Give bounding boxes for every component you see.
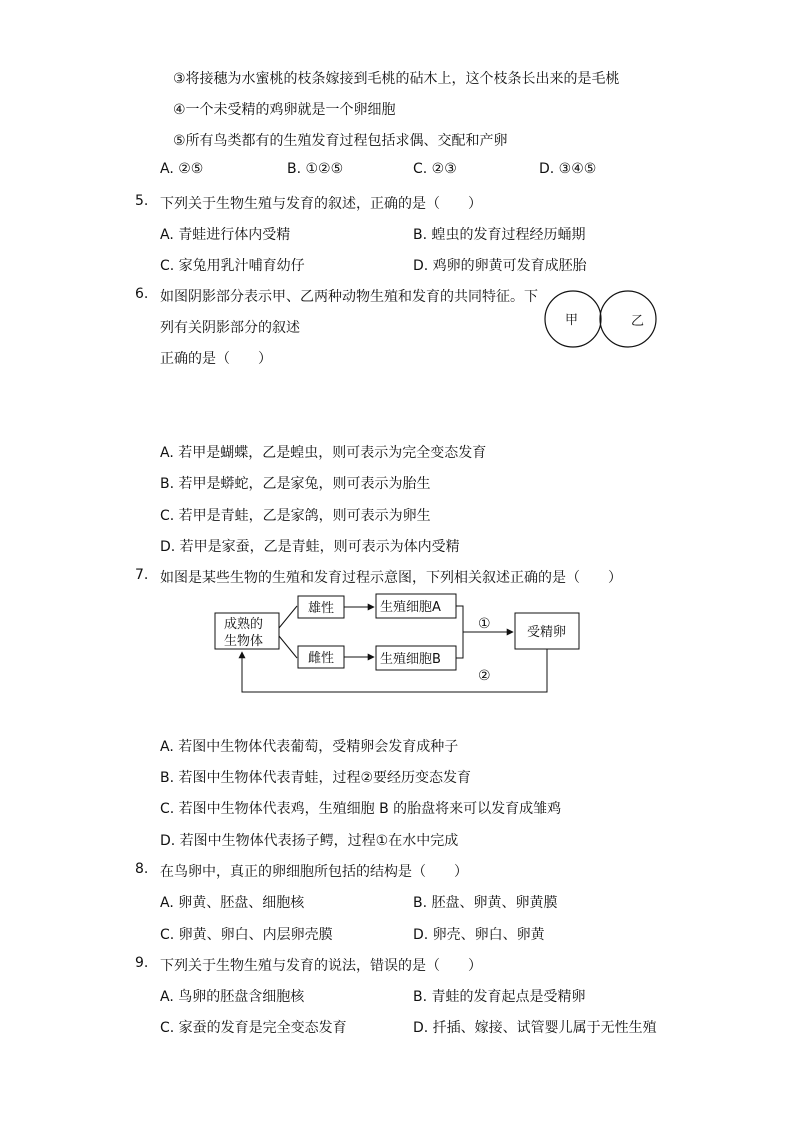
organism-label-line2: 生物体: [224, 634, 264, 649]
q5-option-d: D. 鸡卵的卵黄可发育成胚胎: [413, 258, 587, 274]
q4-statement-4: ④一个未受精的鸡卵就是一个卵细胞: [173, 102, 396, 118]
q7-option-b: B. 若图中生物体代表青蛙，过程②要经历变态发育: [160, 770, 472, 786]
q5-stem: 下列关于生物生殖与发育的叙述，正确的是（ ）: [160, 196, 482, 212]
q7-stem: 如图是某些生物的生殖和发育过程示意图，下列相关叙述正确的是（ ）: [160, 570, 622, 586]
venn-label-left: 甲: [565, 313, 579, 328]
step-1-label: ①: [478, 616, 491, 632]
q8-number: 8.: [135, 861, 149, 877]
cell-a-label: 生殖细胞A: [380, 600, 441, 615]
female-label: 雌性: [308, 651, 335, 666]
q7-option-a: A. 若图中生物体代表葡萄，受精卵会发育成种子: [160, 739, 459, 755]
venn-circle-right: [600, 291, 656, 347]
q4-option-a: A. ②⑤: [160, 161, 204, 177]
q5-option-b: B. 蝗虫的发育过程经历蛹期: [413, 227, 586, 243]
q6-option-a: A. 若甲是蝴蝶，乙是蝗虫，则可表示为完全变态发育: [160, 445, 487, 461]
q7-option-d: D. 若图中生物体代表扬子鳄，过程①在水中完成: [160, 833, 459, 849]
q6-number: 6.: [135, 286, 149, 302]
q9-option-a: A. 鸟卵的胚盘含细胞核: [160, 989, 305, 1005]
venn-diagram: [540, 286, 662, 352]
q5-option-a: A. 青蛙进行体内受精: [160, 227, 291, 243]
q9-option-c: C. 家蚕的发育是完全变态发育: [160, 1020, 347, 1036]
zygote-label: 受精卵: [527, 625, 567, 640]
q6-stem-line2: 列有关阴影部分的叙述: [160, 320, 300, 336]
venn-label-right: 乙: [631, 314, 645, 329]
q9-number: 9.: [135, 955, 149, 971]
male-label: 雄性: [308, 601, 335, 616]
organism-label-line1: 成熟的: [224, 617, 264, 632]
q4-option-d: D. ③④⑤: [539, 161, 597, 177]
cell-b-label: 生殖细胞B: [380, 652, 441, 667]
q4-statement-5: ⑤所有鸟类都有的生殖发育过程包括求偶、交配和产卵: [173, 133, 508, 149]
q6-option-d: D. 若甲是家蚕，乙是青蛙，则可表示为体内受精: [160, 539, 460, 555]
reproduction-flow-diagram: [205, 588, 595, 700]
q8-option-c: C. 卵黄、卵白、内层卵壳膜: [160, 927, 333, 943]
q8-stem: 在鸟卵中，真正的卵细胞所包括的结构是（ ）: [160, 864, 468, 880]
q7-option-c: C. 若图中生物体代表鸡，生殖细胞 B 的胎盘将来可以发育成雏鸡: [160, 801, 562, 817]
q5-number: 5.: [135, 193, 149, 209]
q9-option-d: D. 扦插、嫁接、试管婴儿属于无性生殖: [413, 1020, 657, 1036]
q9-option-b: B. 青蛙的发育起点是受精卵: [413, 989, 586, 1005]
q4-statement-3: ③将接穗为水蜜桃的枝条嫁接到毛桃的砧木上，这个枝条长出来的是毛桃: [173, 71, 620, 87]
q6-stem-line3: 正确的是（ ）: [160, 351, 272, 367]
q6-stem-line1: 如图阴影部分表示甲、乙两种动物生殖和发育的共同特征。下: [160, 289, 538, 305]
q8-option-a: A. 卵黄、胚盘、细胞核: [160, 895, 305, 911]
q8-option-d: D. 卵壳、卵白、卵黄: [413, 927, 545, 943]
q4-option-b: B. ①②⑤: [287, 161, 344, 177]
step-2-label: ②: [478, 668, 491, 684]
q6-option-c: C. 若甲是青蛙，乙是家鸽，则可表示为卵生: [160, 508, 431, 524]
q4-option-c: C. ②③: [413, 161, 457, 177]
q8-option-b: B. 胚盘、卵黄、卵黄膜: [413, 895, 558, 911]
q5-option-c: C. 家兔用乳汁哺育幼仔: [160, 258, 305, 274]
q9-stem: 下列关于生物生殖与发育的说法，错误的是（ ）: [160, 958, 482, 974]
q7-number: 7.: [135, 567, 149, 583]
q6-option-b: B. 若甲是蟒蛇，乙是家兔，则可表示为胎生: [160, 476, 431, 492]
